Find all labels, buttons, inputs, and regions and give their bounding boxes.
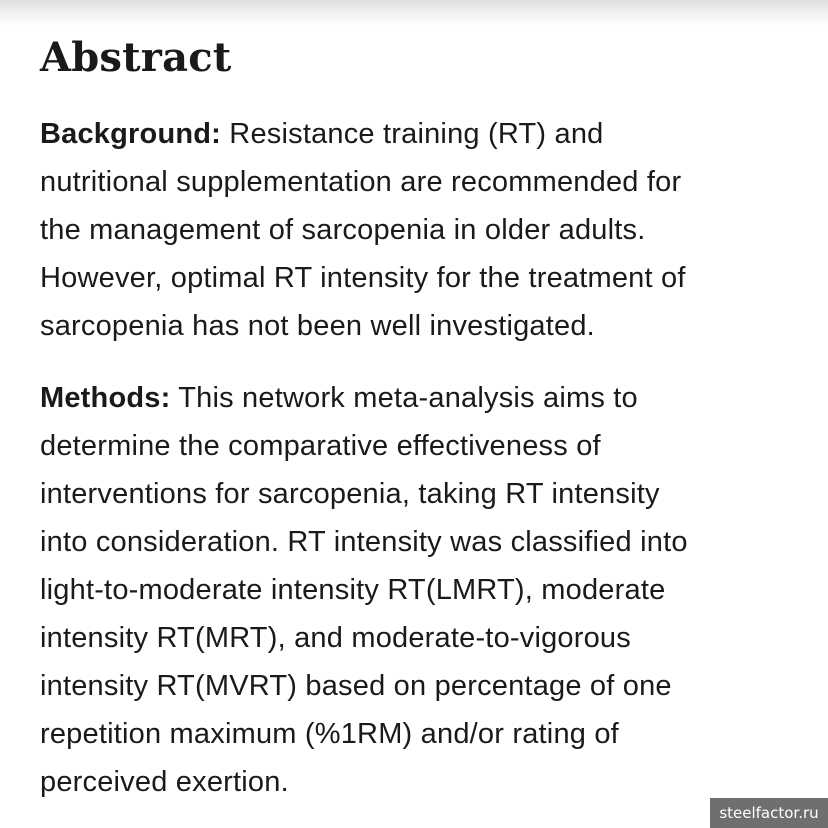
methods-line-3: interventions for sarcopenia, taking RT intensity: [40, 478, 660, 510]
background-line-5: sarcopenia has not been well investigated.: [40, 310, 595, 342]
methods-line-1: [40, 374, 780, 422]
background-line-1: [40, 110, 780, 158]
methods-line-6: intensity RT(MRT), and moderate-to-vigorous: [40, 622, 631, 654]
methods-line-8: repetition maximum (%1RM) and/or rating of: [40, 718, 619, 750]
background-line-4: However, optimal RT intensity for the treatment of: [40, 262, 686, 294]
methods-line-5: light-to-moderate intensity RT(LMRT), moderate: [40, 574, 666, 606]
methods-line-4: into consideration. RT intensity was classified into: [40, 526, 688, 558]
background-paragraph: [40, 110, 780, 350]
background-line-2: nutritional supplementation are recommended for: [40, 166, 682, 198]
methods-line-9: perceived exertion.: [40, 766, 289, 798]
top-shadow: [0, 0, 828, 26]
background-text-1: Resistance training (RT) and: [221, 118, 604, 150]
methods-line-2: determine the comparative effectiveness of: [40, 430, 601, 462]
methods-line-7: intensity RT(MVRT) based on percentage of one: [40, 670, 672, 702]
methods-paragraph: [40, 374, 780, 806]
methods-text-1: This network meta-analysis aims to: [170, 382, 638, 414]
background-line-3: the management of sarcopenia in older adults.: [40, 214, 646, 246]
watermark: steelfactor.ru: [710, 798, 828, 828]
methods-label: Methods:: [40, 382, 171, 414]
abstract-heading: Abstract: [40, 34, 232, 81]
background-label: Background:: [40, 118, 222, 150]
